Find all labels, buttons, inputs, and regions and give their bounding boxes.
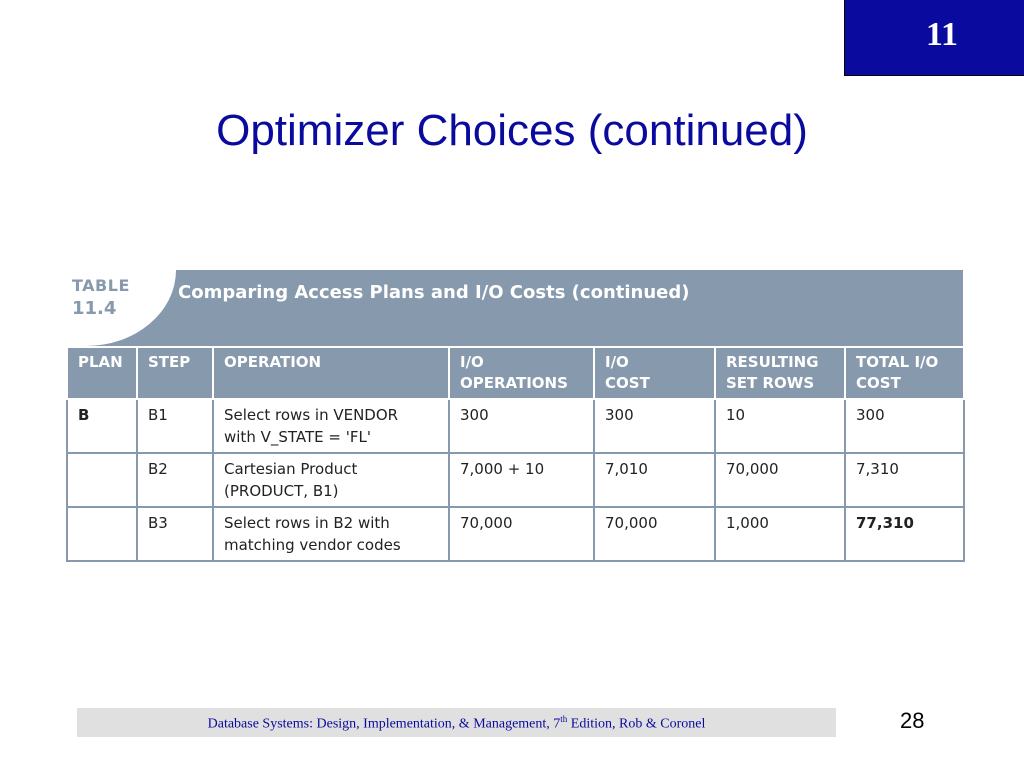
cell-plan <box>67 453 137 507</box>
table-row <box>67 507 964 561</box>
cell-operation <box>213 507 449 561</box>
header-io-operations-line1: I/O <box>460 353 484 371</box>
header-io-cost <box>594 347 715 399</box>
header-io-cost-line2: COST <box>605 374 650 392</box>
cell-step: B2 <box>137 453 213 507</box>
cell-plan: B <box>67 399 137 453</box>
cell-resulting-rows: 70,000 <box>715 453 845 507</box>
footer-superscript: th <box>560 714 568 724</box>
cell-operation-line1: Select rows in VENDOR <box>224 406 399 424</box>
header-io-operations-line2: OPERATIONS <box>460 374 568 392</box>
cell-operation-line2: (PRODUCT, B1) <box>224 482 339 500</box>
table-figure <box>66 270 963 562</box>
cell-resulting-rows: 1,000 <box>715 507 845 561</box>
cell-operation <box>213 399 449 453</box>
header-step-label: STEP <box>148 353 191 371</box>
access-plan-table <box>66 346 965 562</box>
header-total-io-cost-line1: TOTAL I/O <box>856 353 939 371</box>
chapter-number: 11 <box>925 16 958 53</box>
header-resulting-rows-line2: SET ROWS <box>726 374 815 392</box>
table-tab-number: 11.4 <box>72 298 117 319</box>
cell-step: B3 <box>137 507 213 561</box>
chapter-badge <box>844 0 1024 76</box>
table-header-band <box>66 270 963 346</box>
cell-io-operations: 70,000 <box>449 507 594 561</box>
cell-io-cost: 7,010 <box>594 453 715 507</box>
table-caption: Comparing Access Plans and I/O Costs (continued) <box>178 282 690 303</box>
header-plan-label: PLAN <box>78 353 123 371</box>
cell-io-operations: 7,000 + 10 <box>449 453 594 507</box>
header-resulting-rows <box>715 347 845 399</box>
cell-total-io-cost: 77,310 <box>845 507 964 561</box>
footer-text-main: Database Systems: Design, Implementation, & Management, 7 <box>207 716 561 732</box>
cell-total-io-cost: 7,310 <box>845 453 964 507</box>
cell-operation-line1: Cartesian Product <box>224 460 358 478</box>
slide-title: Optimizer Choices (continued) <box>216 106 808 155</box>
table-row <box>67 453 964 507</box>
header-total-io-cost <box>845 347 964 399</box>
header-step <box>137 347 213 399</box>
cell-io-cost: 70,000 <box>594 507 715 561</box>
header-operation-label: OPERATION <box>224 353 322 371</box>
cell-operation-line2: matching vendor codes <box>224 536 401 554</box>
footer-text-end: Edition, Rob & Coronel <box>567 716 706 732</box>
table-row <box>67 399 964 453</box>
footer-bar <box>77 708 836 737</box>
table-header-row <box>67 347 964 399</box>
header-operation <box>213 347 449 399</box>
header-plan <box>67 347 137 399</box>
cell-io-operations: 300 <box>449 399 594 453</box>
header-total-io-cost-line2: COST <box>856 374 901 392</box>
cell-step: B1 <box>137 399 213 453</box>
cell-total-io-cost: 300 <box>845 399 964 453</box>
page-number: 28 <box>900 708 925 733</box>
cell-resulting-rows: 10 <box>715 399 845 453</box>
header-io-cost-line1: I/O <box>605 353 629 371</box>
header-resulting-rows-line1: RESULTING <box>726 353 819 371</box>
cell-operation-line2: with V_STATE = 'FL' <box>224 428 371 446</box>
cell-io-cost: 300 <box>594 399 715 453</box>
footer-citation <box>77 714 836 733</box>
cell-operation <box>213 453 449 507</box>
table-tab <box>66 270 176 346</box>
cell-plan <box>67 507 137 561</box>
table-tab-label: TABLE <box>72 276 130 295</box>
cell-operation-line1: Select rows in B2 with <box>224 514 390 532</box>
header-io-operations <box>449 347 594 399</box>
